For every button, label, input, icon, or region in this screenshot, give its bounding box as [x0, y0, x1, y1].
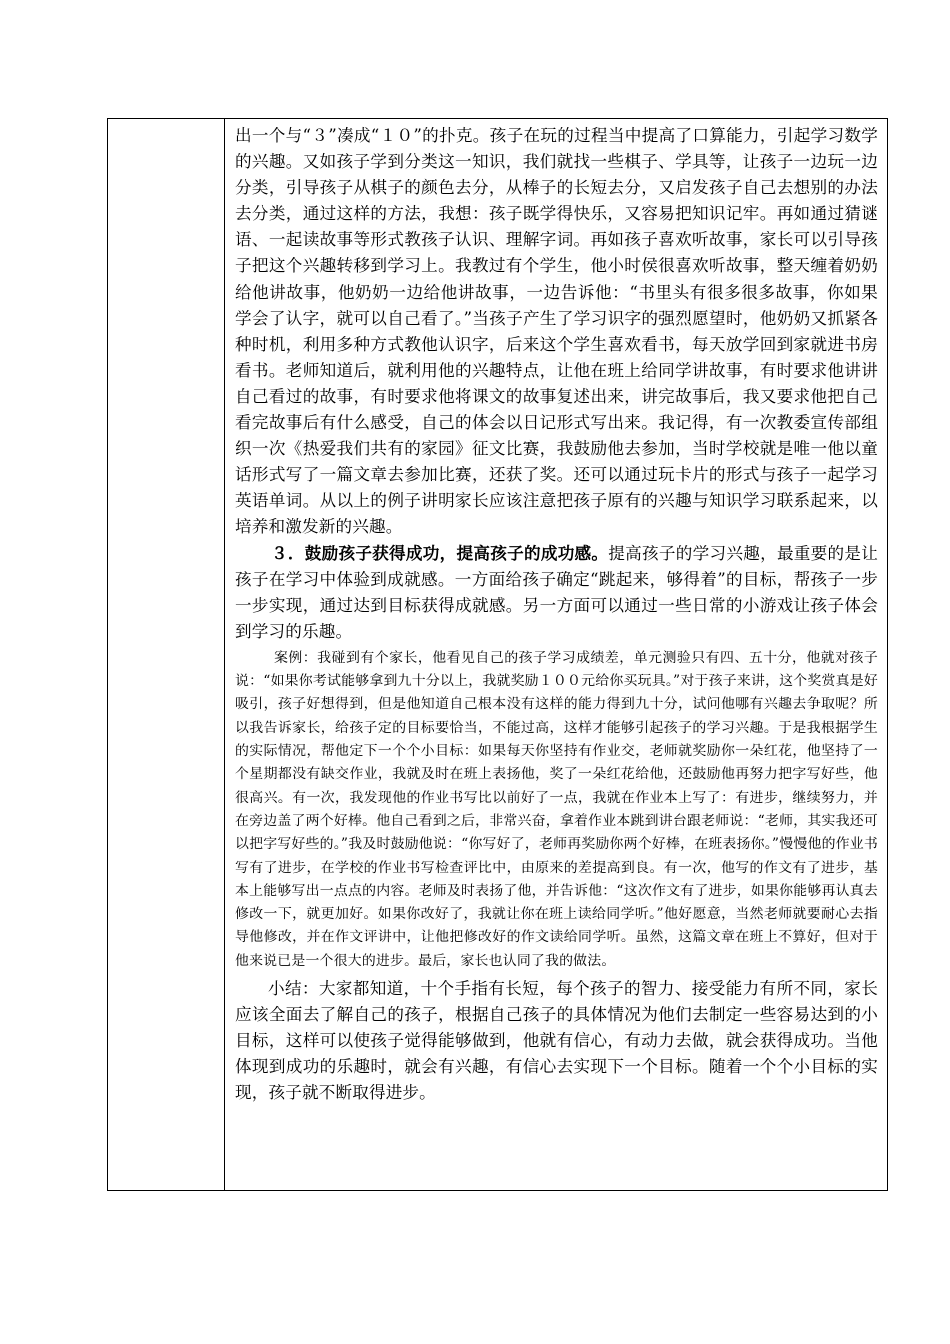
left-column-cell	[108, 119, 225, 1190]
case-example-paragraph: 案例：我碰到有个家长，他看见自己的孩子学习成绩差，单元测验只有四、五十分，他就对孩子说：“如果你考试能够拿到九十分以上，我就奖励１００元给你买玩具。”对于孩子来讲，这个奖赏真是好吸引，孩子好想得到，但是他知道自己根本没有这样的能力得到九十分，试问他哪有兴趣去争取呢？所以我告诉家长，给孩子定的目标要恰当，不能过高，这样才能够引起孩子的学习兴趣。于是我根据学生的实际情况，帮他定下一个个小目标：如果每天你坚持有作业交，老师就奖励你一朵红花，他坚持了一个星期都没有缺交作业，我就及时在班上表扬他，奖了一朵红花给他，还鼓励他再努力把字写好些，他很高兴。有一次，我发现他的作业书写比以前好了一点，我就在作业本上写了：有进步，继续努力，并在旁边盖了两个好棒。他自己看到之后，非常兴奋，拿着作业本跳到讲台跟老师说：“老师，其实我还可以把字写好些的。”我及时鼓励他说：“你写好了，老师再奖励你两个好棒，在班表扬你。”慢慢他的作业书写有了进步，在学校的作业书写检查评比中，由原来的差提高到良。有一次，他写的作文有了进步，基本上能够写出一点点的内容。老师及时表扬了他，并告诉他：“这次作文有了进步，如果你能够再认真去修改一下，就更加好。如果你改好了，我就让你在班上读给同学听。”他好愿意，当然老师就要耐心去指导他修改，并在作文评讲中，让他把修改好的作文读给同学听。虽然，这篇文章在班上不算好，但对于他来说已是一个很大的进步。最后，家长也认同了我的做法。	[235, 649, 878, 969]
section-3-heading: ３．鼓励孩子获得成功，提高孩子的成功感。	[271, 543, 609, 563]
section-3-paragraph	[235, 541, 878, 645]
summary-paragraph: 小结：大家都知道，十个手指有长短，每个孩子的智力、接受能力有所不同，家长应该全面去了解自己的孩子，根据自己孩子的具体情况为他们去制定一些容易达到的小目标，这样可以使孩子觉得能够做到，他就有信心，有动力去做，就会获得成功。当他体现到成功的乐趣时，就会有兴趣，有信心去实现下一个目标。随着一个个小目标的实现，孩子就不断取得进步。	[235, 979, 878, 1103]
content-cell	[235, 123, 878, 1107]
paragraph-interest-examples: 出一个与“３”凑成“１０”的扑克。孩子在玩的过程当中提高了口算能力，引起学习数学的兴趣。又如孩子学到分类这一知识，我们就找一些棋子、学具等，让孩子一边玩一边分类，引导孩子从棋子的颜色去分，从棒子的长短去分，又启发孩子自己去想别的办法去分类，通过这样的方法，我想：孩子既学得快乐，又容易把知识记牢。再如通过猜谜语、一起读故事等形式教孩子认识、理解字词。再如孩子喜欢听故事，家长可以引导孩子把这个兴趣转移到学习上。我教过有个学生，他小时侯很喜欢听故事，整天缠着奶奶给他讲故事，他奶奶一边给他讲故事，一边告诉他：“书里头有很多很多故事，你如果学会了认字，就可以自己看了。”当孩子产生了学习识字的强烈愿望时，他奶奶又抓紧各种时机，利用多种方式教他认识字，后来这个学生喜欢看书，每天放学回到家就进书房看书。老师知道后，就利用他的兴趣特点，让他在班上给同学讲故事，有时要求他讲讲自己看过的故事，有时要求他将课文的故事复述出来，讲完故事后，我又要求他把自己看完故事后有什么感受，自己的体会以日记形式写出来。我记得，有一次教委宣传部组织一次《热爱我们共有的家园》征文比赛，我鼓励他去参加，当时学校就是唯一他以童话形式写了一篇文章去参加比赛，还获了奖。还可以通过玩卡片的形式与孩子一起学习英语单词。从以上的例子讲明家长应该注意把孩子原有的兴趣与知识学习联系起来，以培养和激发新的兴趣。	[235, 126, 878, 537]
section-3-body: 提高孩子的学习兴趣，最重要的是让孩子在学习中体验到成就感。一方面给孩子确定“跳起来，够得着”的目标，帮孩子一步一步实现，通过达到目标获得成就感。另一方面可以通过一些日常的小游戏让孩子体会到学习的乐趣。	[235, 543, 879, 641]
document-table	[107, 118, 888, 1191]
